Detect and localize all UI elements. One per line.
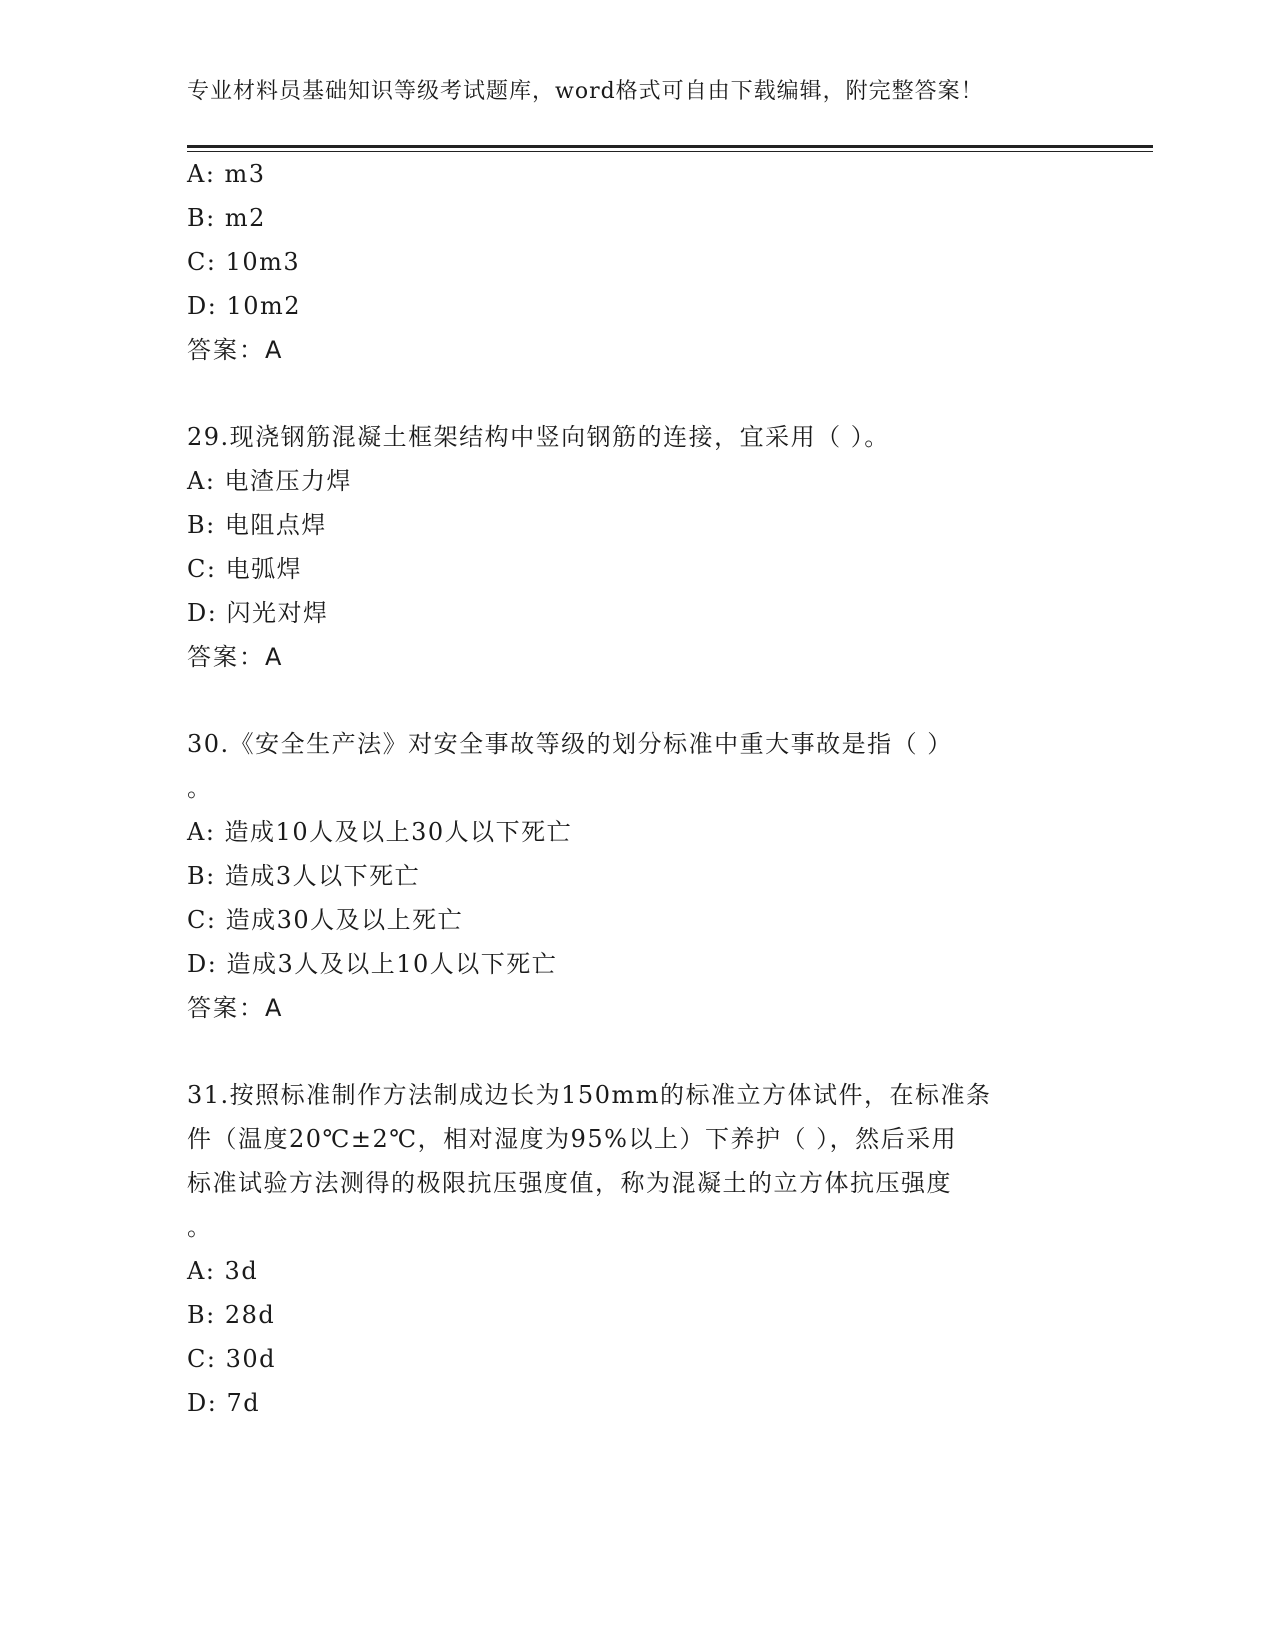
option-b: B: m2 bbox=[187, 204, 266, 232]
question-stem-line-1: 31.按照标准制作方法制成边长为150mm的标准立方体试件，在标准条 bbox=[187, 1081, 992, 1109]
option-a: A: 3d bbox=[187, 1257, 259, 1285]
option-c: C: 30d bbox=[187, 1345, 276, 1373]
option-b: B: 28d bbox=[187, 1301, 276, 1329]
header-rule-thin bbox=[187, 151, 1153, 152]
question-stem-line-2: 件（温度20℃±2℃，相对湿度为95%以上）下养护（ ），然后采用 bbox=[187, 1125, 958, 1153]
question-stem-line-1: 30.《安全生产法》对安全事故等级的划分标准中重大事故是指（ ） bbox=[187, 730, 953, 758]
option-d: D: 造成3人及以上10人以下死亡 bbox=[187, 950, 558, 978]
option-d: D: 闪光对焊 bbox=[187, 599, 329, 627]
option-d: D: 10m2 bbox=[187, 292, 302, 320]
answer-line: 答案：A bbox=[187, 643, 284, 671]
option-c: C: 10m3 bbox=[187, 248, 301, 276]
answer-line: 答案：A bbox=[187, 994, 284, 1022]
option-d: D: 7d bbox=[187, 1389, 261, 1417]
header-rule-thick bbox=[187, 145, 1153, 148]
option-c: C: 电弧焊 bbox=[187, 555, 303, 583]
option-a: A: m3 bbox=[187, 160, 266, 188]
question-stem-line-4: 。 bbox=[187, 1213, 213, 1241]
header-title: 专业材料员基础知识等级考试题库，word格式可自由下载编辑，附完整答案！ bbox=[187, 79, 984, 104]
option-a: A: 电渣压力焊 bbox=[187, 467, 353, 495]
question-stem: 29.现浇钢筋混凝土框架结构中竖向钢筋的连接，宜采用（ ）。 bbox=[187, 423, 890, 451]
question-stem-line-3: 标准试验方法测得的极限抗压强度值，称为混凝土的立方体抗压强度 bbox=[187, 1169, 952, 1197]
question-stem-line-2: 。 bbox=[187, 774, 213, 802]
option-b: B: 电阻点焊 bbox=[187, 511, 327, 539]
option-b: B: 造成3人以下死亡 bbox=[187, 862, 421, 890]
option-c: C: 造成30人及以上死亡 bbox=[187, 906, 464, 934]
option-a: A: 造成10人及以上30人以下死亡 bbox=[187, 818, 573, 846]
answer-line: 答案：A bbox=[187, 336, 284, 364]
